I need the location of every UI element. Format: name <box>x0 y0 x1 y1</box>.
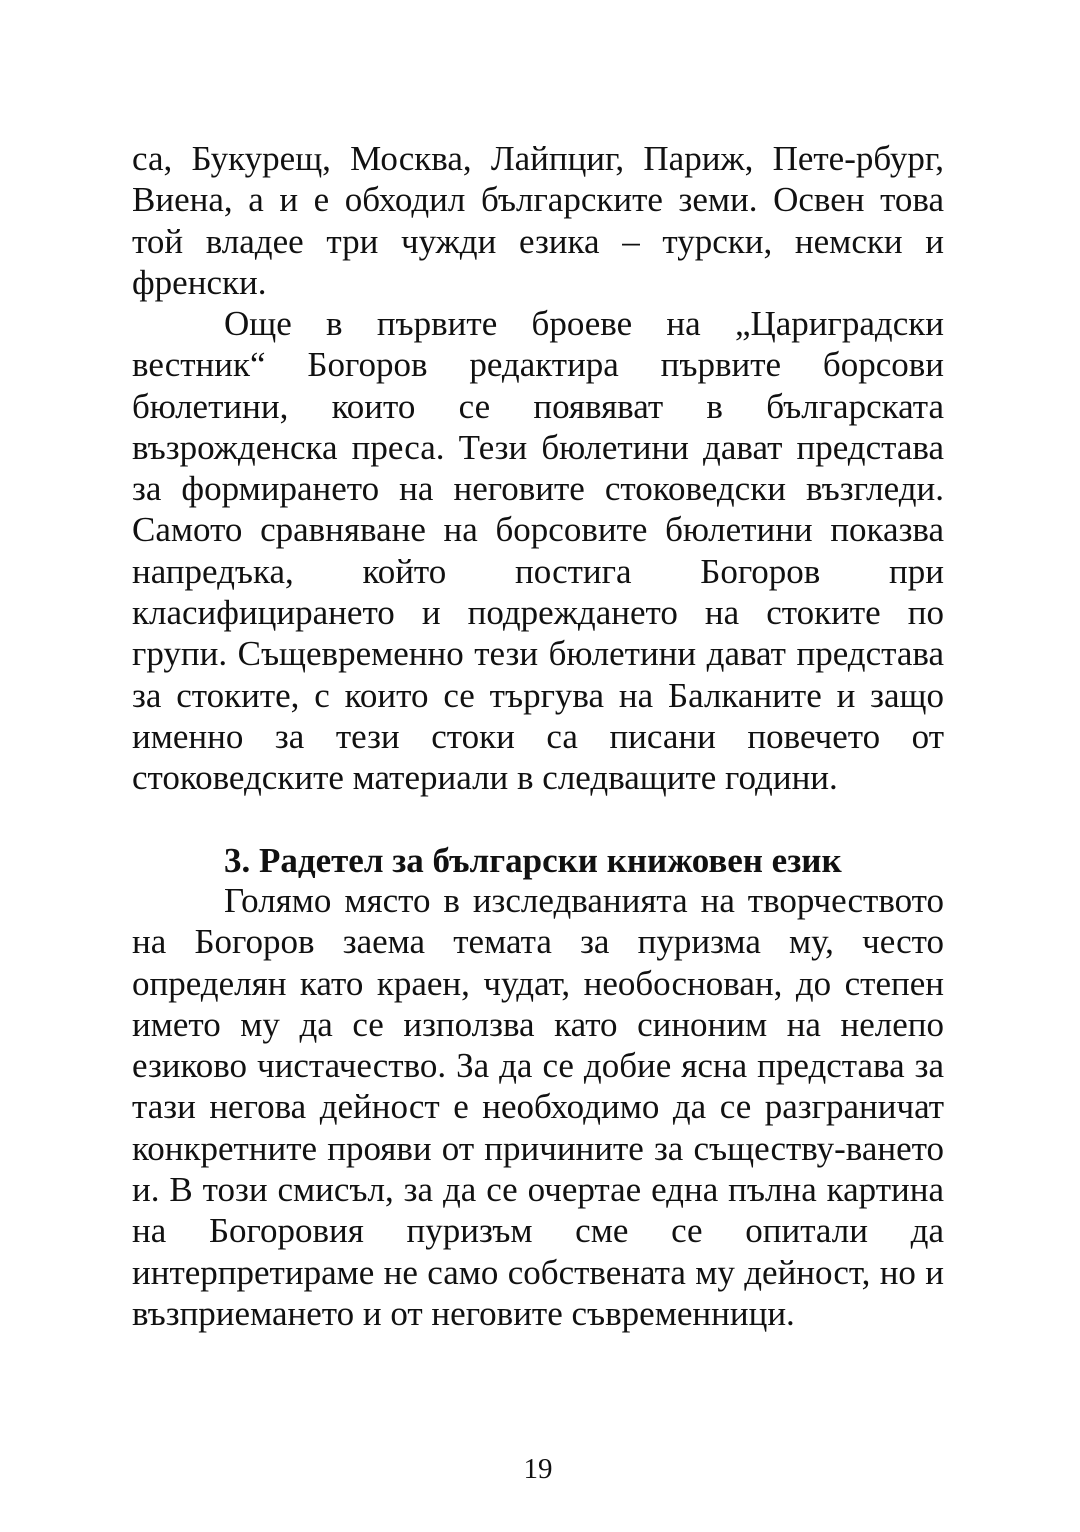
paragraph-purism: Голямо място в изследванията на творчеството на Богоров заема темата за пуризма му, често определян като краен, чудат, необоснован, до степен името му да се използва като синоним на нелепо езиково чистачество. За да се добие ясна представа за тази негова дейност е необходимо да се разграничат конкретните прояви от причините за съществу-ването и. В този смисъл, за да се очертае една пълна картина на Богоровия пуризъм сме се опитали да интерпретираме не само собствената му дейност, но и възприемането и от неговите съвременници. <box>132 881 944 1333</box>
section-heading: 3. Радетел за български книжовен език <box>224 841 842 880</box>
page-number: 19 <box>523 1453 553 1485</box>
document-page <box>132 0 944 1532</box>
paragraph-continuation: са, Букурещ, Москва, Лайпциг, Париж, Пете-рбург, Виена, а и е обходил българските земи. Освен това той владее три чужди езика – турски, немски и френски. <box>132 139 944 302</box>
paragraph-bulletins: Още в първите броеве на „Цариградски вестник“ Богоров редактира първите борсови бюлетини, които се появяват в българската възрожденска преса. Тези бюлетини дават представа за формирането на неговите стоковедски възгледи. Самото сравняване на борсовите бюлетини показва напредъка, който постига Богоров при класифицирането и подреждането на стоките по групи. Същевременно тези бюлетини дават представа за стоките, с които се търгува на Балканите и защо именно за тези стоки са писани повечето от стоковедските материали в следващите години. <box>132 304 944 798</box>
